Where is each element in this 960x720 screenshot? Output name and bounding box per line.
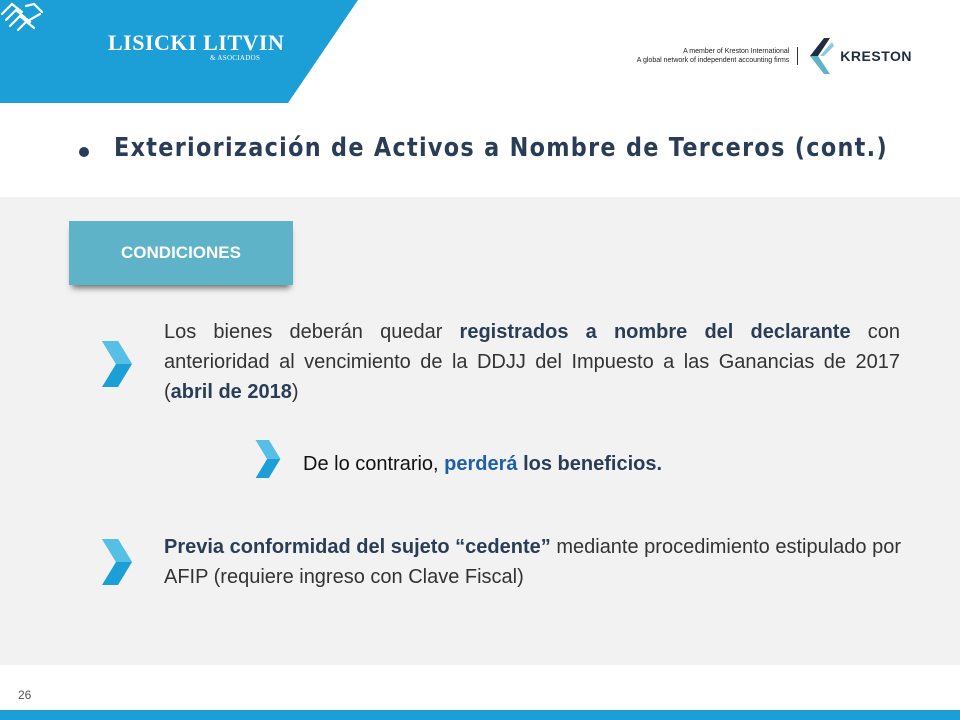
p2-text-1: De lo contrario, bbox=[303, 453, 445, 475]
title-row bbox=[0, 103, 960, 197]
brand-panel bbox=[0, 0, 360, 103]
condition-paragraph-1 bbox=[164, 317, 900, 407]
p2-bold-2: los beneficios. bbox=[517, 453, 663, 475]
p1-text-1: Los bienes deberán quedar bbox=[164, 321, 460, 343]
chevron-right-icon bbox=[100, 537, 134, 587]
kreston-name: KRESTON bbox=[840, 48, 912, 64]
p1-bold-1: registrados a nombre del declarante bbox=[459, 321, 851, 343]
p2-bold-1: perderá bbox=[444, 453, 518, 475]
chevron-right-icon bbox=[100, 339, 134, 389]
p3-text-1: mediante procedimiento estipulado por AFIP (requiere ingreso con Clave Fiscal) bbox=[164, 536, 901, 588]
kreston-tagline-line2: A global network of independent accounting firms bbox=[636, 57, 790, 64]
kreston-logo bbox=[637, 34, 912, 78]
p1-bold-2: abril de 2018 bbox=[170, 381, 292, 403]
footer-bar bbox=[0, 710, 960, 720]
condition-consequence bbox=[303, 449, 823, 479]
brand-name: LISICKI LITVIN bbox=[108, 30, 285, 55]
content-area bbox=[0, 197, 960, 665]
title-bullet-icon bbox=[79, 147, 89, 157]
kreston-mark-icon bbox=[806, 36, 836, 76]
kreston-tagline bbox=[637, 47, 799, 65]
p1-text-3: ) bbox=[291, 381, 299, 403]
p1-text-2: con anterioridad al vencimiento de la DDJJ del Impuesto a las Ganancias de 2017 ( bbox=[164, 321, 900, 403]
slide-title: Exteriorización de Activos a Nombre de Terceros (cont.) bbox=[114, 133, 888, 163]
p3-bold-1: Previa conformidad del sujeto “cedente” bbox=[164, 536, 551, 558]
handshake-logo-icon bbox=[0, 0, 44, 34]
kreston-tagline-line1: A member of Kreston International bbox=[683, 48, 790, 55]
brand-subtitle: & ASOCIADOS bbox=[210, 54, 261, 62]
chevron-right-icon bbox=[254, 437, 282, 481]
conditions-badge: CONDICIONES bbox=[69, 221, 293, 285]
condition-paragraph-2 bbox=[164, 532, 934, 592]
header bbox=[0, 0, 960, 103]
page-number: 26 bbox=[18, 688, 32, 702]
